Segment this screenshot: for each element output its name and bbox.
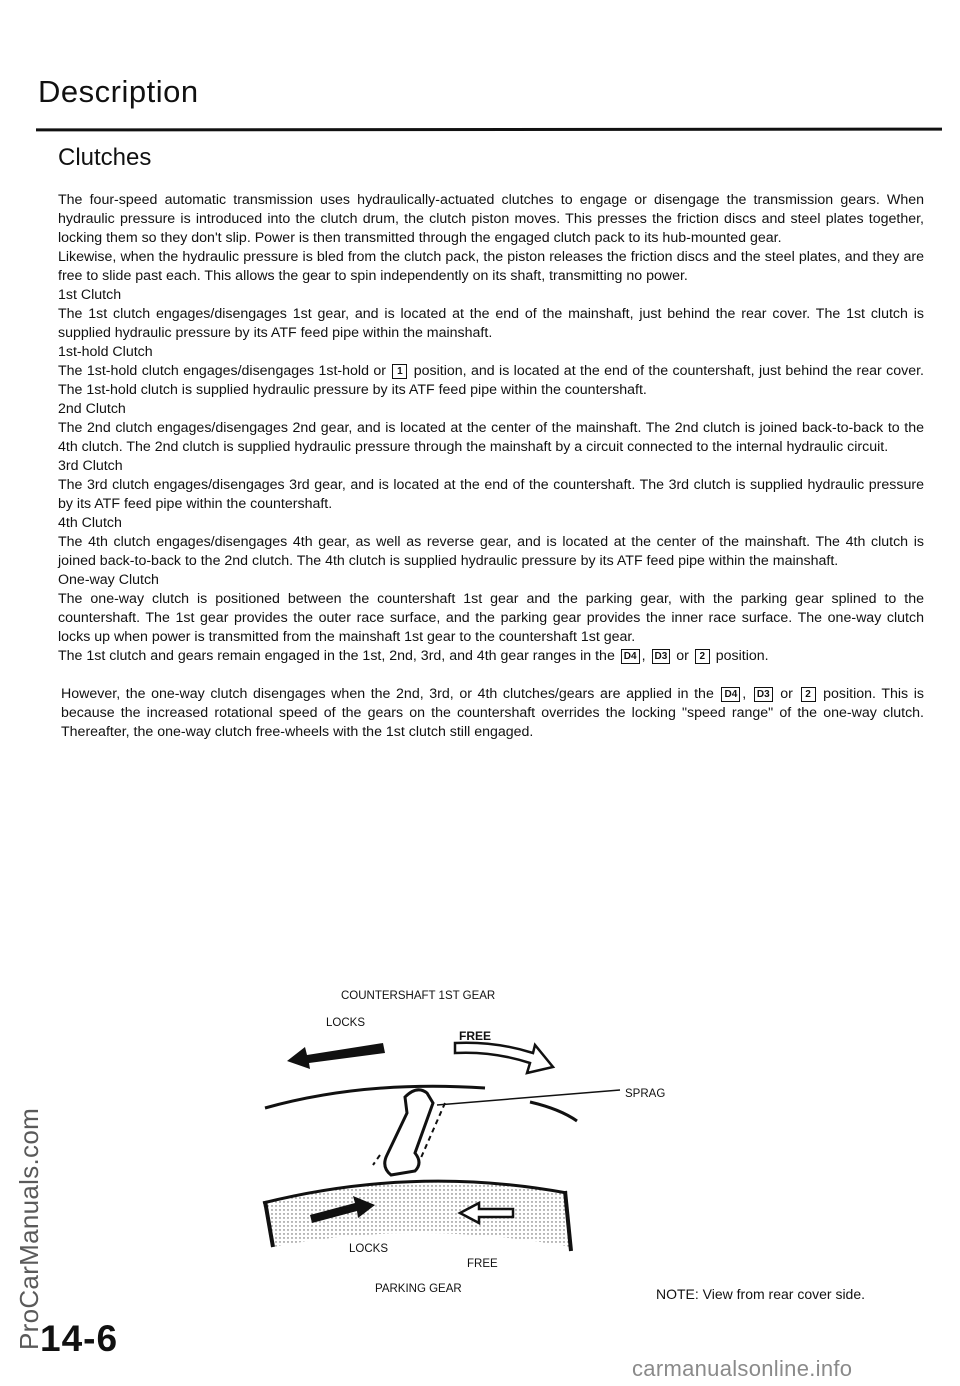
free-arrow-top (455, 1043, 553, 1073)
first-hold-clutch-title: 1st-hold Clutch (58, 344, 153, 360)
sprag-leader-line (437, 1090, 620, 1105)
figure-note: NOTE: View from rear cover side. (656, 1286, 866, 1302)
fourth-clutch-title: 4th Clutch (58, 515, 122, 531)
sprag-label: SPRAG (625, 1088, 666, 1100)
intro-paragraph-2: Likewise, when the hydraulic pressure is bled from the clutch pack, the piston releases the friction discs and the steel plates, and they are free to slide past each. This allows the gear to spin independently on its shaft, transmitting no power. (58, 249, 924, 284)
countershaft-gear-label: COUNTERSHAFT 1ST GEAR (341, 990, 496, 1002)
locks-arrow-top (287, 1043, 385, 1069)
range-d4-key-2: D4 (721, 687, 740, 702)
one-way-clutch-override: However, the one-way clutch disengages when the 2nd, 3rd, or 4th clutches/gears are applied in the D4 , D3 or 2 position. This is because the increased rotational speed of the gears on the countershaft overrides the locking "speed range" of the one-way clutch. Thereafter, the one-way clutch free-wheels with the 1st clutch still engaged. (61, 686, 924, 740)
one-way-clutch-text: The one-way clutch is positioned between the countershaft 1st gear and the parking gear, with the parking gear splined to the countershaft. The 1st gear provides the outer race surface, and the parking gear provides the inner race surface. The one-way clutch locks up when power is transmitted from the mainshaft 1st gear to the countershaft 1st gear. (58, 591, 924, 645)
outer-race-line-right (530, 1102, 577, 1121)
site-watermark: carmanualsonline.info (632, 1356, 853, 1381)
range-1-key: 1 (392, 364, 407, 379)
third-clutch-title: 3rd Clutch (58, 458, 123, 474)
body-text (58, 191, 924, 742)
locks-bottom-label: LOCKS (349, 1243, 388, 1255)
one-way-clutch-title: One-way Clutch (58, 572, 159, 588)
third-clutch-text: The 3rd clutch engages/disengages 3rd gear, and is located at the end of the countershaft. The 3rd clutch is supplied hydraulic pressure by its ATF feed pipe within the countershaft. (58, 477, 924, 512)
free-bottom-label: FREE (467, 1258, 498, 1270)
sprag-outline-dashed (373, 1103, 445, 1165)
heading-rule (36, 128, 942, 132)
range-2-key: 2 (695, 649, 710, 664)
range-2-key-2: 2 (801, 687, 816, 702)
range-d3-key: D3 (652, 649, 671, 664)
fourth-clutch-text: The 4th clutch engages/disengages 4th gear, as well as reverse gear, and is located at the center of the mainshaft. The 4th clutch is joined back-to-back to the 2nd clutch. The 4th clutch is supplied hydraulic pressure by its ATF feed pipe within the mainshaft. (58, 534, 924, 569)
page-heading: Description (38, 74, 199, 109)
free-top-label: FREE (459, 1029, 492, 1043)
parking-gear-label: PARKING GEAR (375, 1283, 462, 1295)
first-hold-clutch-text: The 1st-hold clutch engages/disengages 1st-hold or 1 position, and is located at the end of the countershaft, just behind the rear cover. The 1st-hold clutch is supplied hydraulic pressure by its ATF feed pipe within the countershaft. (58, 363, 924, 398)
first-clutch-text: The 1st clutch engages/disengages 1st gear, and is located at the end of the mainshaft, just behind the rear cover. The 1st clutch is supplied hydraulic pressure by its ATF feed pipe within the mainshaft. (58, 306, 924, 341)
sprag-body (385, 1090, 433, 1175)
second-clutch-text: The 2nd clutch engages/disengages 2nd gear, and is located at the center of the mainshaft. The 2nd clutch is joined back-to-back to the 4th clutch. The 2nd clutch is supplied hydraulic pressure through the mainshaft by a circuit connected to the internal hydraulic circuit. (58, 420, 924, 455)
outer-race-line (265, 1086, 485, 1108)
watermark-text: ProCarManuals.com (14, 1107, 44, 1350)
range-d3-key-2: D3 (754, 687, 773, 702)
intro-paragraph-1: The four-speed automatic transmission uses hydraulically-actuated clutches to engage or disengage the transmission gears. When hydraulic pressure is introduced into the clutch drum, the clutch piston moves. This presses the friction discs and steel plates together, locking them so they don't slip. Power is then transmitted through the engaged clutch pack to its hub-mounted gear. (58, 192, 924, 246)
one-way-clutch-ranges: The 1st clutch and gears remain engaged in the 1st, 2nd, 3rd, and 4th gear ranges in the D4 , D3 or 2 position. (58, 648, 769, 664)
first-clutch-title: 1st Clutch (58, 287, 122, 303)
page-number: 14-6 (40, 1318, 119, 1359)
second-clutch-title: 2nd Clutch (58, 401, 126, 417)
locks-top-label: LOCKS (326, 1017, 365, 1029)
section-heading: Clutches (58, 144, 152, 171)
inner-race-band (263, 1181, 571, 1247)
range-d4-key: D4 (621, 649, 640, 664)
one-way-clutch-diagram (255, 985, 695, 1305)
